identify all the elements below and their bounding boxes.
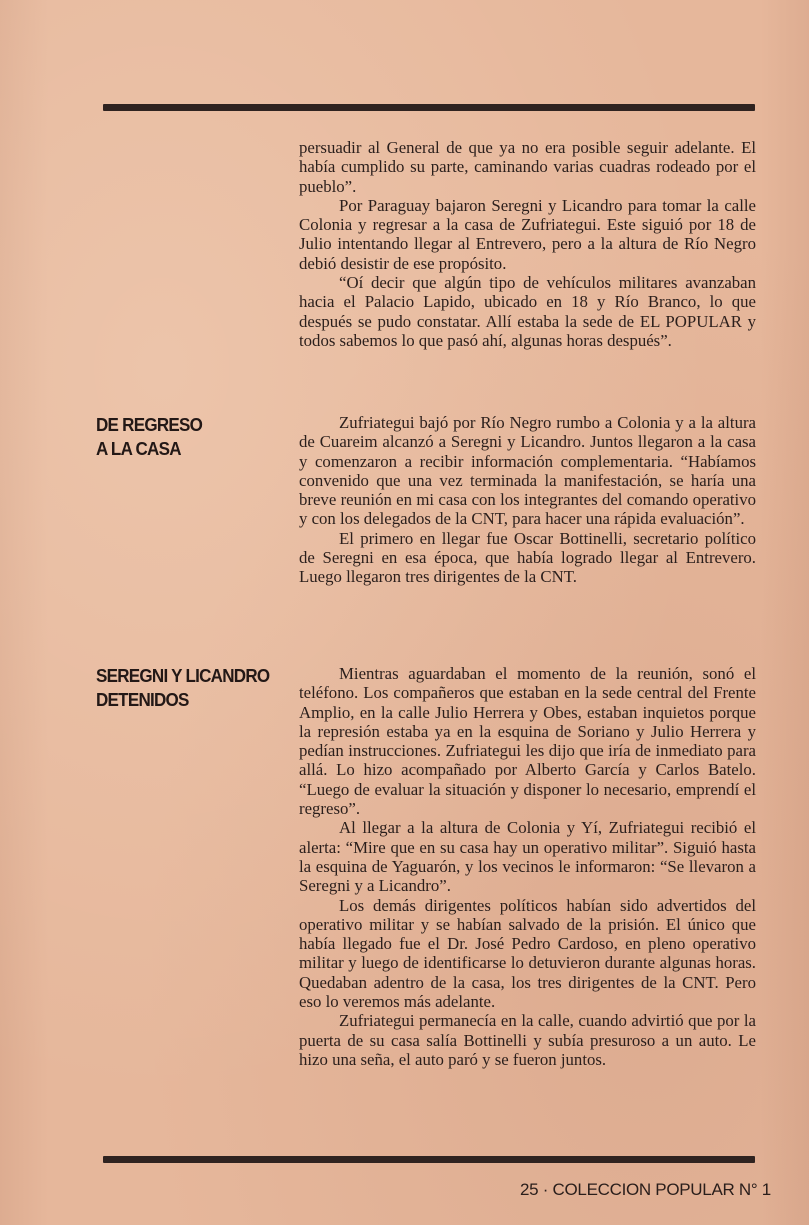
paragraph: persuadir al General de que ya no era posible seguir adelante. El había cumplido su parte, caminando varias cuadras rodeado por el pueblo”. bbox=[299, 138, 756, 196]
paragraph: Por Paraguay bajaron Seregni y Licandro para tomar la calle Colonia y regresar a la casa de Zufriategui. Este siguió por 18 de Julio intentando llegar al Entrevero, pero a la altura de Río Negro debió desistir de ese propósito. bbox=[299, 195, 756, 273]
section-intro bbox=[299, 138, 756, 350]
section-heading-de-regreso bbox=[96, 413, 271, 461]
section-detenidos bbox=[299, 664, 756, 1069]
bottom-rule bbox=[103, 1156, 755, 1163]
top-rule bbox=[103, 104, 755, 111]
paragraph: “Oí decir que algún tipo de vehículos militares avanzaban hacia el Palacio Lapido, ubicado en 18 y Río Branco, lo que después se pudo constatar. Allí estaba la sede de EL POPULAR y todos sabemos lo que pasó ahí, algunas horas después”. bbox=[299, 273, 756, 350]
paragraph: Zufriategui permanecía en la calle, cuando advirtió que por la puerta de su casa salía Bottinelli y subía presuroso a un auto. Le hizo una seña, el auto paró y se fueron juntos. bbox=[299, 1011, 756, 1069]
paragraph: Mientras aguardaban el momento de la reunión, sonó el teléfono. Los compañeros que estaban en la sede central del Frente Amplio, en la calle Julio Herrera y Obes, estaban inquietos porque la represión estaba ya en la esquina de Soriano y Julio Herrera y pedían instrucciones. Zufriategui les dijo que iría de inmediato para allá. Lo hizo acompañado por Alberto García y Carlos Batelo. “Luego de evaluar la situación y disponer lo necesario, emprendí el regreso”. bbox=[299, 664, 756, 819]
paragraph: Los demás dirigentes políticos habían sido advertidos del operativo militar y se habían salvado de la prisión. El único que había llegado fue el Dr. José Pedro Cardoso, en pleno operativo militar y luego de identificarse lo detuvieron durante algunas horas. Quedaban adentro de la casa, los tres dirigentes de la CNT. Pero eso lo veremos más adelante. bbox=[299, 895, 756, 1012]
heading-line: DETENIDOS bbox=[96, 689, 189, 710]
heading-line: DE REGRESO bbox=[96, 414, 203, 435]
section-heading-detenidos bbox=[96, 664, 271, 712]
section-de-regreso bbox=[299, 413, 756, 587]
heading-line: SEREGNI Y LICANDRO bbox=[96, 665, 270, 686]
paragraph: Zufriategui bajó por Río Negro rumbo a Colonia y a la altura de Cuareim alcanzó a Seregni y Licandro. Juntos llegaron a la casa y comenzaron a recibir información complementaria. “Habíamos convenido que una vez terminada la manifestación, se haría una breve reunión en mi casa con los integrantes del comando operativo y con los delegados de la CNT, para hacer una rápida evaluación”. bbox=[299, 413, 756, 529]
paragraph: El primero en llegar fue Oscar Bottinelli, secretario político de Seregni en esa época, que había logrado llegar al Entrevero. Luego llegaron tres dirigentes de la CNT. bbox=[299, 528, 756, 587]
page-footer: 25 · COLECCION POPULAR N° 1 bbox=[520, 1180, 771, 1199]
paragraph: Al llegar a la altura de Colonia y Yí, Zufriategui recibió el alerta: “Mire que en su casa hay un operativo militar”. Siguió hasta la esquina de Yaguarón, y los vecinos le informaron: “Se llevaron a Seregni y a Licandro”. bbox=[299, 818, 756, 896]
heading-line: A LA CASA bbox=[96, 438, 181, 459]
